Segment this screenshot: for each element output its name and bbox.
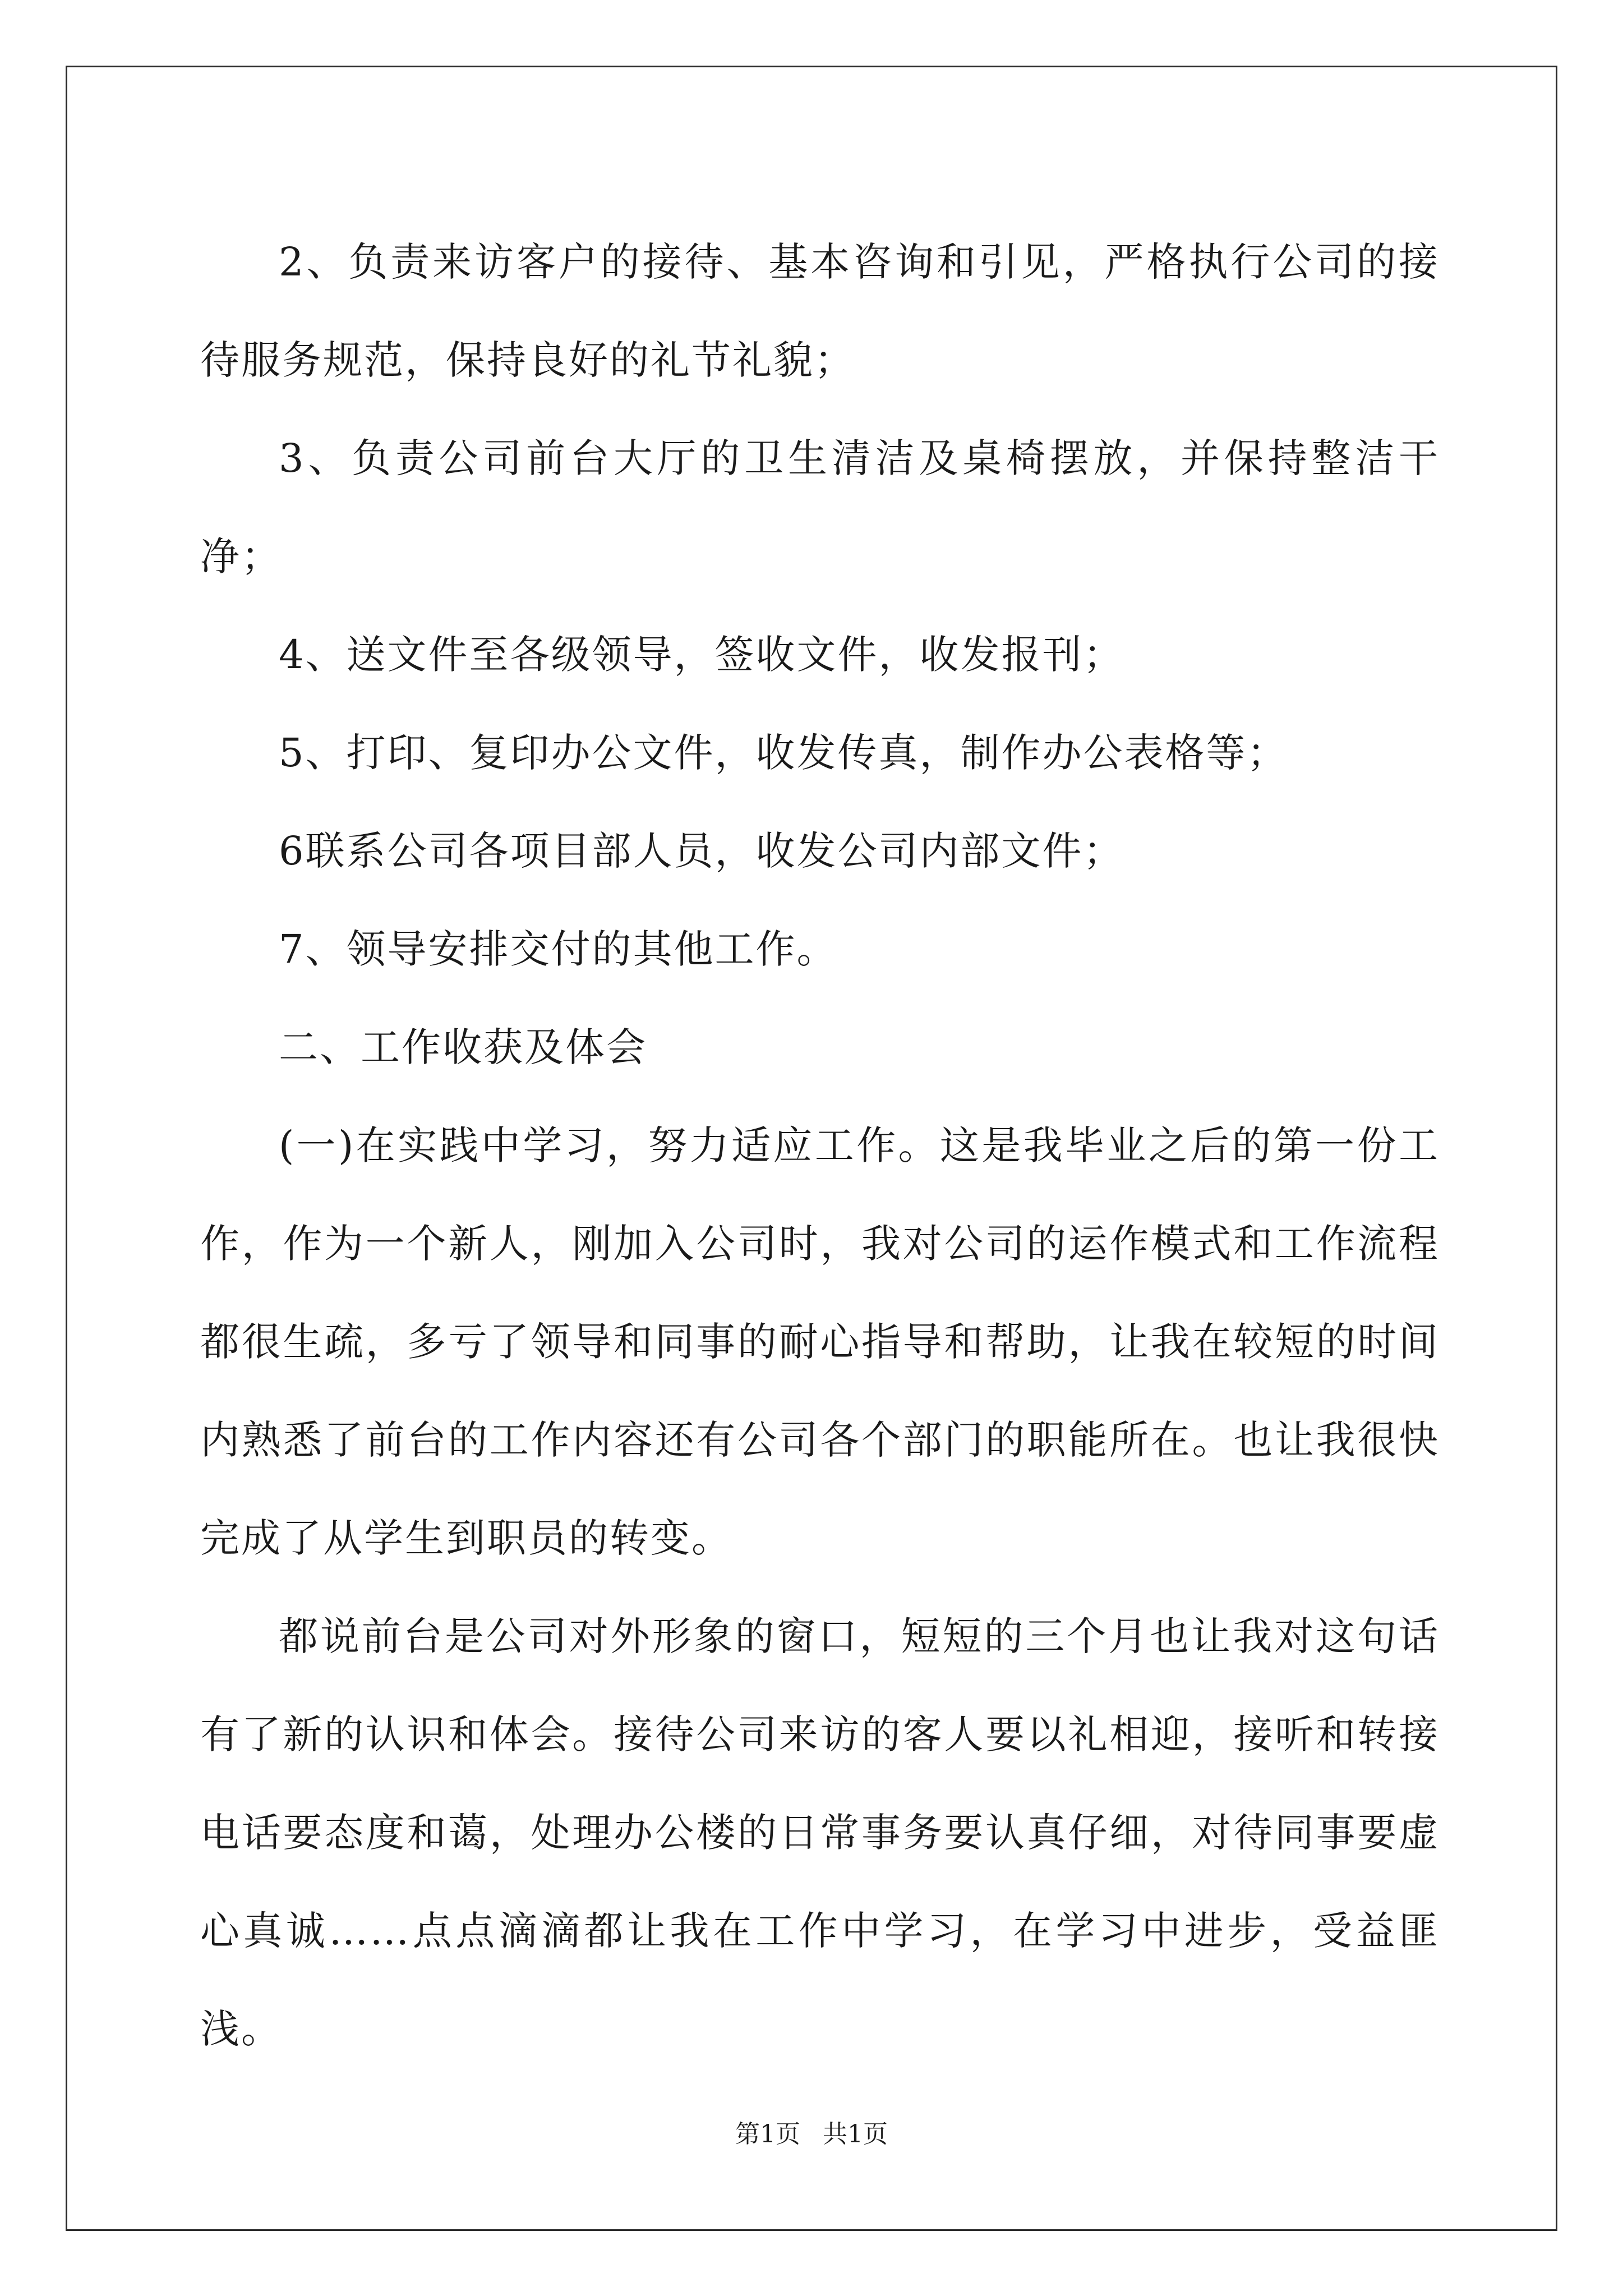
paragraph-front-desk: 都说前台是公司对外形象的窗口，短短的三个月也让我对这句话有了新的认识和体会。接待公司来访的客人要以礼相迎，接听和转接电话要态度和蔼，处理办公楼的日常事务要认真仔细，对待同事要虚心真诚……点点滴滴都让我在工作中学习，在学习中进步，受益匪浅。 (200, 1613, 1440, 2052)
paragraph-duty-4: 4、送文件至各级领导，签收文件，收发报刊； (279, 632, 1124, 678)
page-footer (0, 2118, 1623, 2151)
page-total: 共1页 (823, 2120, 888, 2148)
paragraph-duty-3: 3、负责公司前台大厅的卫生清洁及桌椅摆放，并保持整洁干净； (200, 435, 1440, 579)
page-number: 第1页 (735, 2120, 800, 2148)
paragraph-duty-7: 7、领导安排交付的其他工作。 (279, 926, 838, 972)
section-heading-gains: 二、工作收获及体会 (279, 1024, 647, 1070)
paragraph-duty-5: 5、打印、复印办公文件，收发传真，制作办公表格等； (279, 730, 1288, 776)
paragraph-learning: (一)在实践中学习，努力适应工作。这是我毕业之后的第一份工作，作为一个新人，刚加入公司时，我对公司的运作模式和工作流程都很生疏，多亏了领导和同事的耐心指导和帮助，让我在较短的时间内熟悉了前台的工作内容还有公司各个部门的职能所在。也让我很快完成了从学生到职员的转变。 (200, 1122, 1440, 1561)
document-body (200, 213, 1440, 2078)
paragraph-duty-6: 6联系公司各项目部人员，收发公司内部文件； (279, 828, 1124, 874)
paragraph-duty-2: 2、负责来访客户的接待、基本咨询和引见，严格执行公司的接待服务规范，保持良好的礼节礼貌； (200, 239, 1440, 383)
